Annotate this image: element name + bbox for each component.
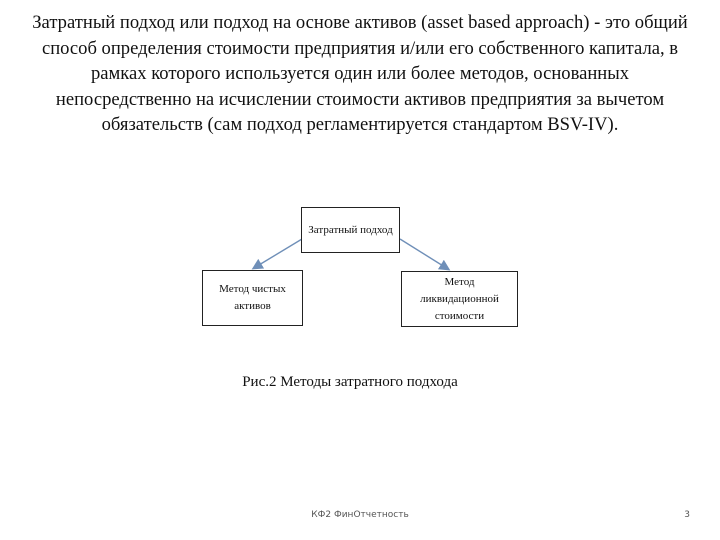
arrow-to-right-node: [400, 239, 448, 269]
slide-footer: [0, 500, 720, 528]
footer-center-text: КФ2 ФинОтчетность: [311, 510, 409, 520]
page-number: 3: [684, 510, 690, 520]
figure-caption: Рис.2 Методы затратного подхода: [242, 374, 458, 390]
arrow-to-left-node: [254, 239, 302, 268]
node-liquidation-value-method-label: Метод ликвидационной стоимости: [420, 275, 499, 322]
node-net-assets-method: [202, 270, 303, 326]
node-liquidation-value-method: [401, 271, 518, 327]
node-cost-approach: [301, 207, 400, 253]
intro-paragraph: Затратный подход или подход на основе активов (asset based approach) - это общий способ определения стоимости предприятия и/или его собственного капитала, в рамках которого используется один или более методов, основанных непосредственно на исчислении стоимости активов предприятия за вычетом обязательств (сам подход регламентируется стандартом BSV-IV).: [32, 12, 688, 135]
node-cost-approach-label: Затратный подход: [308, 223, 393, 236]
node-net-assets-method-label: Метод чистых активов: [219, 283, 286, 312]
